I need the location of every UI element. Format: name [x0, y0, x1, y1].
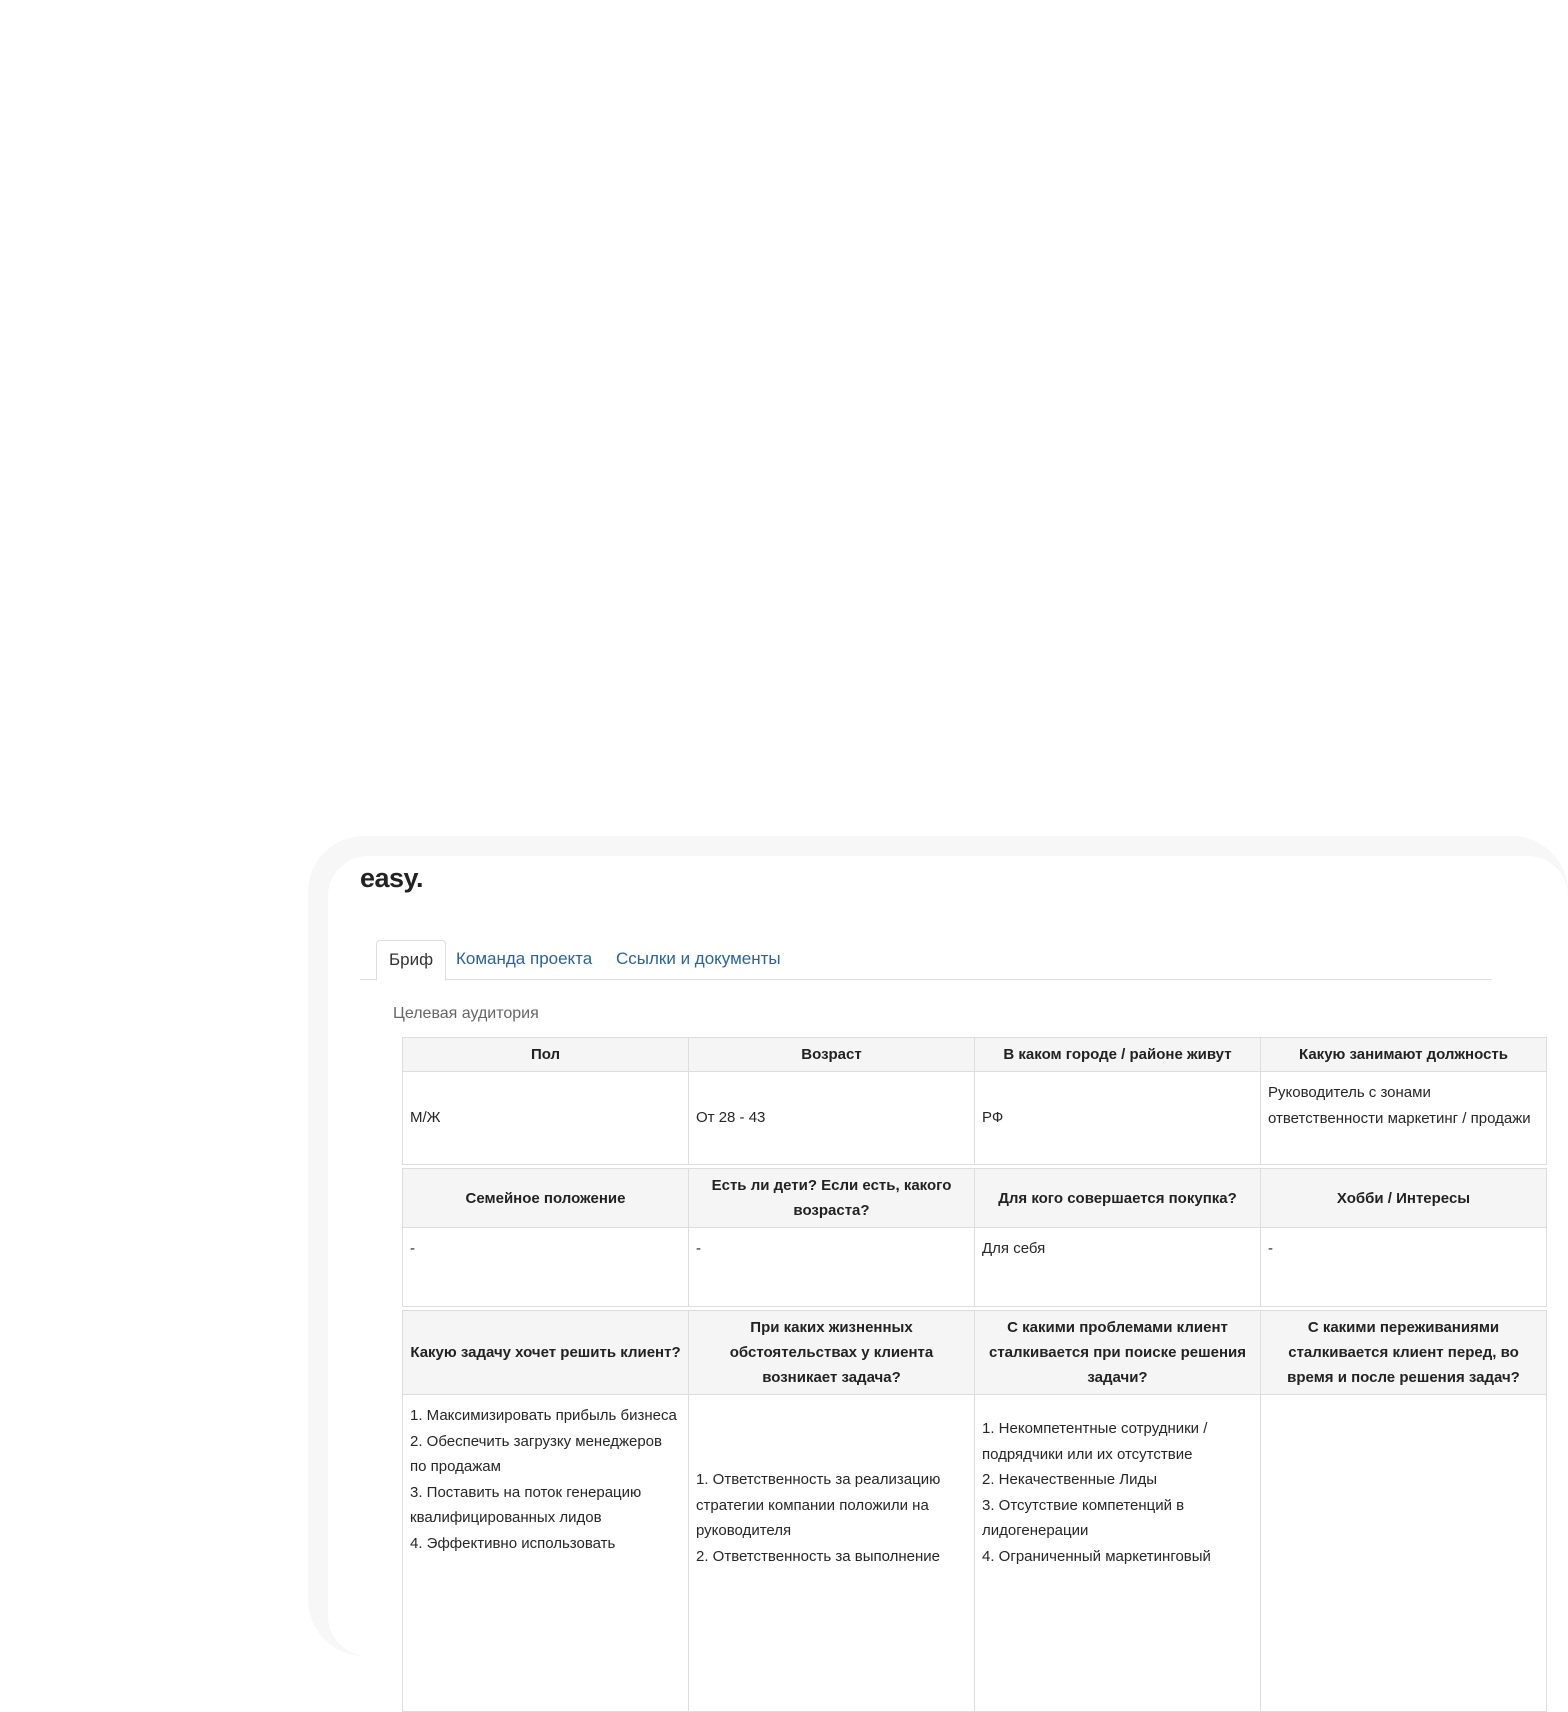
cell-purchase-for: Для себя — [975, 1228, 1261, 1307]
list-item: 2. Ответственность за выполнение — [696, 1547, 940, 1565]
cell-text: От 28 - 43 — [696, 1109, 766, 1127]
cell-marital-status: - — [403, 1228, 689, 1307]
audience-table-3 — [402, 1310, 1547, 1712]
header-age: Возраст — [689, 1038, 975, 1072]
audience-table-2 — [402, 1168, 1547, 1307]
table-header-row — [403, 1169, 1547, 1228]
table-row — [403, 1072, 1547, 1165]
tab-brief[interactable]: Бриф — [376, 940, 446, 981]
cell-hobbies: - — [1261, 1228, 1547, 1307]
table-row — [403, 1228, 1547, 1307]
header-position: Какую занимают должность — [1261, 1038, 1547, 1072]
list-item: 2. Обеспечить загрузку менеджеров по продажам — [410, 1432, 662, 1475]
list-item: 3. Поставить на поток генерацию квалифицированных лидов — [410, 1483, 642, 1526]
cell-position — [1261, 1072, 1547, 1165]
cell-text: Руководитель с зонами ответственности маркетинг / продажи — [1268, 1084, 1531, 1127]
app-logo: easy. — [360, 863, 424, 893]
section-title: Целевая аудитория — [393, 1005, 539, 1022]
cell-text: РФ — [982, 1109, 1004, 1127]
cell-text: М/Ж — [410, 1109, 441, 1127]
table-header-row — [403, 1038, 1547, 1072]
list-item: 1. Некомпетентные сотрудники / подрядчики или их отсутствие — [982, 1420, 1208, 1463]
cell-circumstances — [689, 1395, 975, 1712]
audience-table-1 — [402, 1037, 1547, 1165]
list-item: 3. Отсутствие компетенций в лидогенерации — [982, 1496, 1185, 1539]
list-item: 4. Эффективно использовать — [410, 1534, 616, 1552]
cell-age — [689, 1072, 975, 1165]
header-city: В каком городе / районе живут — [975, 1038, 1261, 1072]
table-header-row — [403, 1311, 1547, 1395]
list-item: 1. Ответственность за реализацию стратегии компании положили на руководителя — [696, 1471, 941, 1539]
cell-concerns — [1261, 1395, 1547, 1712]
header-gender: Пол — [403, 1038, 689, 1072]
cell-children: - — [689, 1228, 975, 1307]
list-item: 4. Ограниченный маркетинговый — [982, 1547, 1211, 1565]
table-row — [403, 1395, 1547, 1712]
list-item: 2. Некачественные Лиды — [982, 1471, 1158, 1488]
header-problems: С какими проблемами клиент сталкивается при поиске решения задачи? — [975, 1311, 1261, 1395]
header-purchase-for: Для кого совершается покупка? — [975, 1169, 1261, 1228]
cell-task — [403, 1395, 689, 1712]
tab-project-team[interactable]: Команда проекта — [456, 949, 593, 968]
cell-city — [975, 1072, 1261, 1165]
header-circumstances: При каких жизненных обстоятельствах у клиента возникает задача? — [689, 1311, 975, 1395]
header-concerns: С какими переживаниями сталкивается клиент перед, во время и после решения задач? — [1261, 1311, 1547, 1395]
tab-links-documents[interactable]: Ссылки и документы — [616, 949, 781, 968]
tab-bar — [360, 940, 1492, 980]
header-hobbies: Хобби / Интересы — [1261, 1169, 1547, 1228]
header-children: Есть ли дети? Если есть, какого возраста? — [689, 1169, 975, 1228]
cell-gender — [403, 1072, 689, 1165]
cell-problems — [975, 1395, 1261, 1712]
header-task: Какую задачу хочет решить клиент? — [403, 1311, 689, 1395]
header-marital-status: Семейное положение — [403, 1169, 689, 1228]
list-item: 1. Максимизировать прибыль бизнеса — [410, 1407, 677, 1424]
